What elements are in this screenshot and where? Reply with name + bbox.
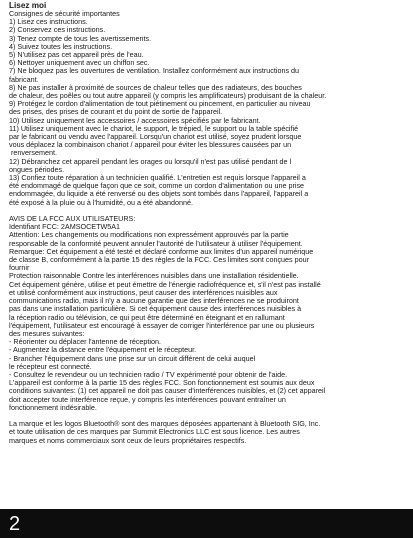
fcc-line: AVIS DE LA FCC AUX UTILISATEURS: <box>9 215 136 224</box>
page-footer <box>0 509 413 538</box>
fcc-line: le récepteur est connecté. <box>9 362 92 371</box>
safety-line: de chaleur, des poêles ou tout autre appareil (y compris les amplificateurs) produisant de la chaleur. <box>9 92 327 101</box>
safety-line: 4) Suivez toutes les instructions. <box>9 42 113 51</box>
fcc-line: responsable de la conformité peuvent annuler l'autorité de l'utilisateur à utiliser l'équipement. <box>9 239 303 248</box>
fcc-line: Remarque: Cet équipement a été testé et déclaré conforme aux limites d'un appareil numérique <box>9 247 314 256</box>
fcc-line: Attention: Les changements ou modifications non expressément approuvés par la partie <box>9 231 289 240</box>
fcc-line: L'appareil est conforme à la partie 15 des règles FCC. Son fonctionnement est soumis aux deux <box>9 379 315 388</box>
safety-line: été endommagé de quelque façon que ce soit, comme un cordon d'alimentation ou une prise <box>9 182 305 191</box>
fcc-line: fournir <box>9 264 30 273</box>
safety-instructions <box>9 10 409 207</box>
fcc-line: communications radio, mais il n'y a aucune garantie que des interférences ne se produiront <box>9 297 299 306</box>
document-body <box>9 1 409 445</box>
fcc-line: Protection raisonnable Contre les interférences nuisibles dans une installation résidentielle. <box>9 272 299 281</box>
safety-line: des prises, des prises de courant et du point de sortie de l'appareil. <box>9 108 223 117</box>
safety-line: 7) Ne bloquez pas les ouvertures de ventilation. Installez conformément aux instructions du <box>9 67 300 76</box>
fcc-line: de classe B, conformément à la partie 15 des règles de la FCC. Ces limites sont conçues pour <box>9 256 310 265</box>
fcc-line: l'équipement, l'utilisateur est encouragé à essayer de corriger l'interférence par une ou plusieurs <box>9 321 315 330</box>
trademark-line: marques et noms commerciaux sont ceux de leurs propriétaires respectifs. <box>9 436 247 445</box>
safety-line: 6) Nettoyer uniquement avec un chiffon sec. <box>9 59 150 68</box>
fcc-line: des mesures suivantes: <box>9 329 85 338</box>
fcc-line: Identifiant FCC: 2AMSOCETW5A1 <box>9 223 121 232</box>
safety-line: 2) Conservez ces instructions. <box>9 26 106 35</box>
safety-line: 3) Tenez compte de tous les avertissements. <box>9 34 152 43</box>
fcc-line: pas dans une installation particulière. Si cet équipement cause des interférences nuisibles à <box>9 305 302 314</box>
fcc-line: doit accepter toute interférence reçue, y compris les interférences pouvant entraîner un <box>9 395 286 404</box>
fcc-notice <box>9 215 409 412</box>
safety-line: vous déplacez la combinaison chariot / appareil pour éviter les blessures causées par un <box>9 141 292 150</box>
fcc-line: et utilisé conformément aux instructions, peut causer des interférences nuisibles aux <box>9 288 278 297</box>
fcc-line: - Augmentez la distance entre l'équipement et le récepteur. <box>9 346 197 355</box>
fcc-line: la réception radio ou télévision, ce qui peut être déterminé en éteignant et en rallumant <box>9 313 285 322</box>
safety-line: renversement. <box>9 149 57 158</box>
fcc-line: Cet équipement génère, utilise et peut émettre de l'énergie radiofréquence et, s'il n'est pas installé <box>9 280 321 289</box>
safety-line: 9) Protégez le cordon d'alimentation de tout piétinement ou pincement, en particulier au niveau <box>9 100 311 109</box>
fcc-line: - Brancher l'équipement dans une prise sur un circuit différent de celui auquel <box>9 354 256 363</box>
safety-line: par le fabricant ou vendu avec l'appareil. Lorsqu'un chariot est utilisé, soyez prudent lorsque <box>9 133 302 142</box>
fcc-line: conditions suivantes: (1) cet appareil ne doit pas causer d'interférences nuisibles, et (2) cet appareil <box>9 387 326 396</box>
page-number: 2 <box>9 513 21 535</box>
safety-line: été exposé à la pluie ou à l'humidité, ou a été abandonné. <box>9 198 193 207</box>
section-spacer <box>9 207 409 215</box>
safety-line: 11) Utilisez uniquement avec le chariot, le support, le trépied, le support ou la table spécifié <box>9 124 299 133</box>
safety-line: fabricant. <box>9 75 39 84</box>
safety-line: endommagée, du liquide a été renversé ou des objets sont tombés dans l'appareil, l'appareil a <box>9 190 309 199</box>
fcc-line: - Réorienter ou déplacer l'antenne de réception. <box>9 338 162 347</box>
safety-line: 1) Lisez ces instructions. <box>9 18 88 27</box>
trademark-line: et toute utilisation de ces marques par Summit Electronics LLC est sous licence. Les autres <box>9 428 300 437</box>
fcc-line: - Consultez le revendeur ou un technicien radio / TV expérimenté pour obtenir de l'aide. <box>9 370 288 379</box>
safety-line: 5) N'utilisez pas cet appareil près de l'eau. <box>9 51 144 60</box>
safety-line: Consignes de sécurité importantes <box>9 10 120 18</box>
safety-line: 12) Débranchez cet appareil pendant les orages ou lorsqu'il n'est pas utilisé pendant de l <box>9 157 292 166</box>
safety-line: ongues périodes. <box>9 165 65 174</box>
safety-line: 8) Ne pas installer à proximité de sources de chaleur telles que des radiateurs, des bouches <box>9 83 302 92</box>
safety-line: 13) Confiez toute réparation à un technicien qualifié. L'entretien est requis lorsque l'appareil a <box>9 174 306 183</box>
section-spacer <box>9 412 409 420</box>
trademark-line: La marque et les logos Bluetooth® sont des marques déposées appartenant à Bluetooth SIG, Inc. <box>9 420 321 429</box>
trademark-notice <box>9 420 409 445</box>
document-title: Lisez moi <box>9 1 47 10</box>
safety-line: 10) Utilisez uniquement les accessoires / accessoires spécifiés par le fabricant. <box>9 116 261 125</box>
fcc-line: fonctionnement indésirable. <box>9 403 97 412</box>
